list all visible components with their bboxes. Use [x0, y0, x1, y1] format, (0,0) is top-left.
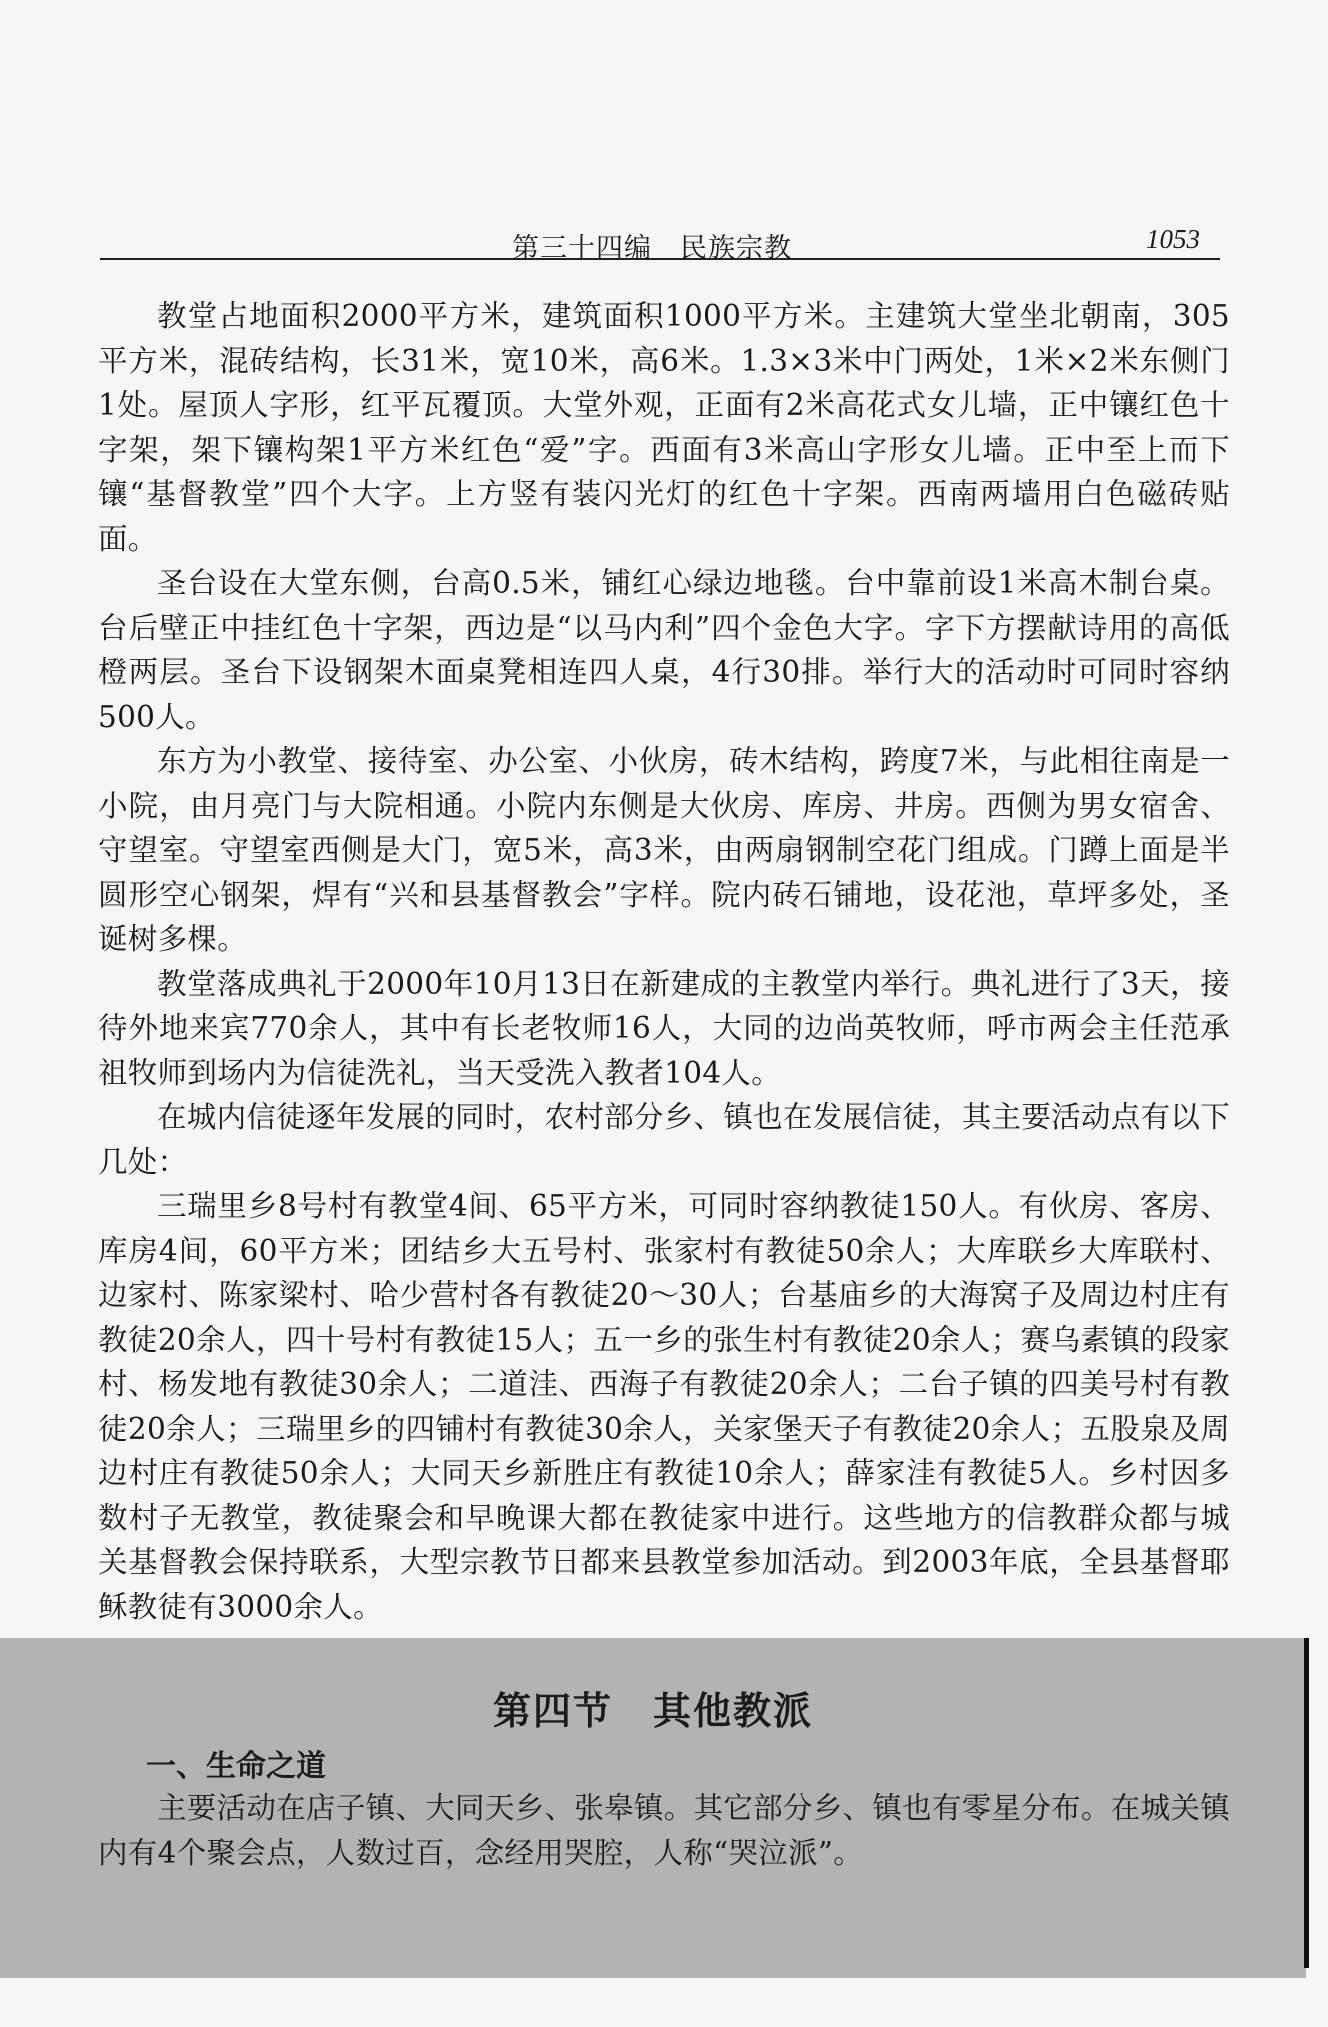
- chapter-title: 第三十四编 民族宗教: [512, 233, 792, 264]
- subsection-heading: 一、生命之道: [146, 1749, 326, 1784]
- section-text: [98, 1786, 1230, 1875]
- main-text: [98, 294, 1230, 1629]
- paragraph-altar: 圣台设在大堂东侧，台高0.5米，铺红心绿边地毯。台中靠前设1米高木制台桌。台后壁正中挂红色十字架，西边是“以马内利”四个金色大字。字下方摆献诗用的高低橙两层。圣台下设钢架木面桌凳相连四人桌，4行30排。举行大的活动时可同时容纳500人。: [98, 566, 1230, 734]
- section-title: 第四节 其他教派: [492, 1689, 813, 1733]
- paragraph-rural-sites: 三瑞里乡8号村有教堂4间、65平方米，可同时容纳教徒150人。有伙房、客房、库房4间，60平方米；团结乡大五号村、张家村有教徒50余人；大库联乡大库联村、边家村、陈家梁村、哈少营村各有教徒20～30人；台基庙乡的大海窝子及周边村庄有教徒20余人，四十号村有教徒15人；五一乡的张生村有教徒20余人；赛乌素镇的段家村、杨发地有教徒30余人；二道洼、西海子有教徒20余人；二台子镇的四美号村有教徒20余人；三瑞里乡的四铺村有教徒30余人，关家堡天子有教徒20余人；五股泉及周边村庄有教徒50余人；大同天乡新胜庄有教徒10余人；薛家洼有教徒5人。乡村因多数村子无教堂，教徒聚会和早晚课大都在教徒家中进行。这些地方的信教群众都与城关基督教会保持联系，大型宗教节日都来县教堂参加活动。到2003年底，全县基督耶稣教徒有3000余人。: [98, 1189, 1230, 1624]
- paragraph-small-church: 东方为小教堂、接待室、办公室、小伙房，砖木结构，跨度7米，与此相往南是一小院，由月亮门与大院相通。小院内东侧是大伙房、库房、井房。西侧为男女宿舍、守望室。守望室西侧是大门，宽5米，高3米，由两扇钢制空花门组成。门蹲上面是半圆形空心钢架，焊有“兴和县基督教会”字样。院内砖石铺地，设花池，草坪多处，圣诞树多棵。: [98, 744, 1230, 956]
- page-number: 1053: [1146, 224, 1200, 254]
- paragraph-way-of-life: 主要活动在店子镇、大同天乡、张皋镇。其它部分乡、镇也有零星分布。在城关镇内有4个聚会点，人数过百，念经用哭腔，人称“哭泣派”。: [98, 1791, 1230, 1870]
- paragraph-ceremony: 教堂落成典礼于2000年10月13日在新建成的主教堂内举行。典礼进行了3天，接待外地来宾770余人，其中有长老牧师16人，大同的边尚英牧师，呼市两会主任范承祖牧师到场内为信徒洗礼，当天受洗入教者104人。: [98, 966, 1230, 1090]
- running-header: [100, 222, 1220, 264]
- paragraph-church-building: 教堂占地面积2000平方米，建筑面积1000平方米。主建筑大堂坐北朝南，305平方米，混砖结构，长31米，宽10米，高6米。1.3×3米中门两处，1米×2米东侧门1处。屋顶人字形，红平瓦覆顶。大堂外观，正面有2米高花式女儿墙，正中镶红色十字架，架下镶构架1平方米红色“爱”字。西面有3米高山字形女儿墙。正中至上而下镶“基督教堂”四个大字。上方竖有装闪光灯的红色十字架。西南两墙用白色磁砖贴面。: [98, 299, 1230, 556]
- page-bottom-margin: [0, 1978, 1306, 2027]
- page-margin-right: [1306, 1638, 1328, 2027]
- paragraph-rural-intro: 在城内信徒逐年发展的同时，农村部分乡、镇也在发展信徒，其主要活动点有以下几处：: [98, 1100, 1230, 1179]
